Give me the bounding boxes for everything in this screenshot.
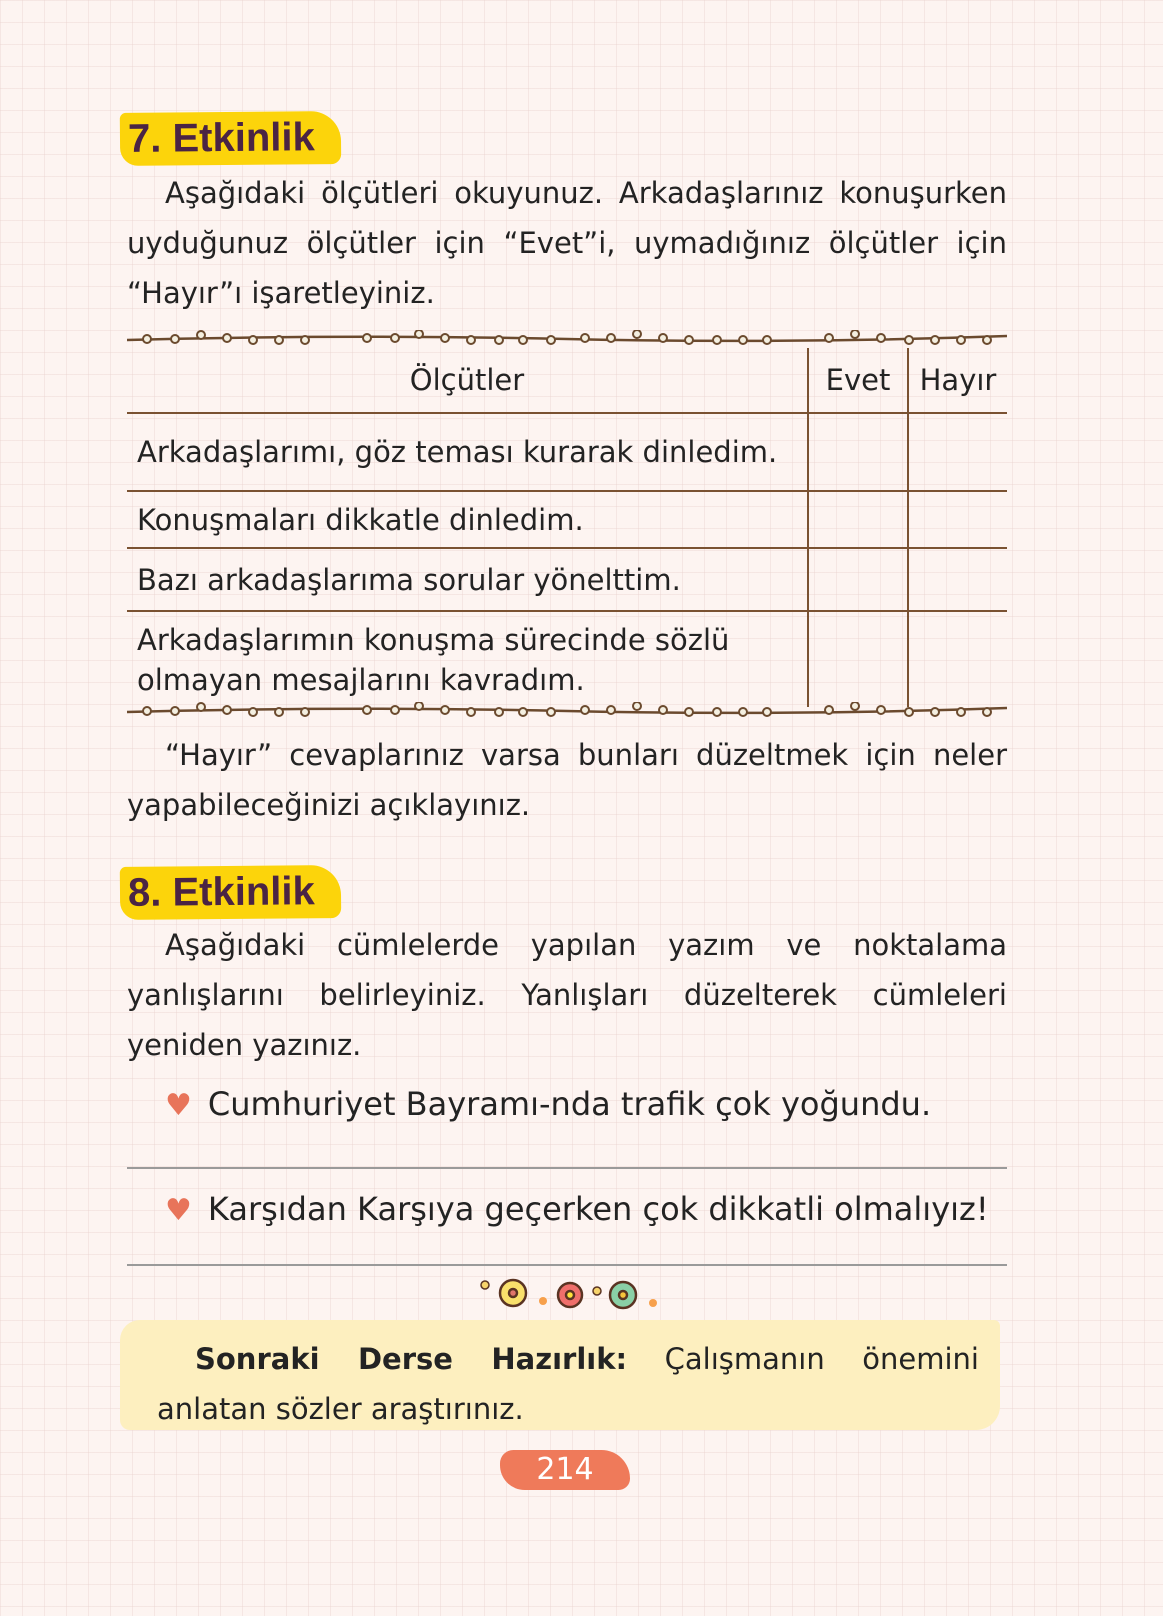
sentence-item xyxy=(165,1085,931,1123)
activity-7-heading: 7. Etkinlik xyxy=(120,111,341,166)
table-header-row xyxy=(127,348,1007,413)
no-checkbox-cell[interactable] xyxy=(908,413,1007,491)
note-text: Çalışmanın önemini anlatan sözler araştırınız. xyxy=(157,1342,979,1426)
heart-icon: ♥ xyxy=(165,1088,192,1123)
table-row xyxy=(127,413,1007,491)
yes-checkbox-cell[interactable] xyxy=(808,611,908,707)
yes-checkbox-cell[interactable] xyxy=(808,491,908,548)
yes-checkbox-cell[interactable] xyxy=(808,548,908,611)
criteria-text: Arkadaşlarımı, göz teması kurarak dinledim. xyxy=(127,413,808,491)
no-checkbox-cell[interactable] xyxy=(908,611,1007,707)
answer-line[interactable] xyxy=(127,1167,1007,1169)
activity-8-heading: 8. Etkinlik xyxy=(120,865,341,920)
activity-8-instruction: Aşağıdaki cümlelerde yapılan yazım ve noktalama yanlışlarını belirleyiniz. Yanlışları düzelterek cümleleri yeniden yazınız. xyxy=(127,928,1007,1062)
header-criteria: Ölçütler xyxy=(127,348,808,413)
header-yes: Evet xyxy=(808,348,908,413)
criteria-table xyxy=(127,348,1007,707)
activity-7-instruction: Aşağıdaki ölçütleri okuyunuz. Arkadaşlarınız konuşurken uyduğunuz ölçütler için “Evet”i, uymadığınız ölçütler için “Hayır”ı işaretleyiniz. xyxy=(127,176,1007,310)
table-row xyxy=(127,491,1007,548)
answer-line[interactable] xyxy=(127,1264,1007,1266)
table-row xyxy=(127,611,1007,707)
criteria-text: Bazı arkadaşlarıma sorular yönelttim. xyxy=(127,548,808,611)
note-label: Sonraki Derse Hazırlık: xyxy=(195,1342,628,1376)
page-number: 214 xyxy=(500,1450,630,1490)
no-checkbox-cell[interactable] xyxy=(908,491,1007,548)
header-no: Hayır xyxy=(908,348,1007,413)
criteria-text: Arkadaşlarımın konuşma sürecinde sözlü olmayan mesajlarını kavradım. xyxy=(137,622,730,697)
decorative-bead-line-top xyxy=(127,330,1007,346)
yes-checkbox-cell[interactable] xyxy=(808,413,908,491)
sentence-text: Cumhuriyet Bayramı-nda trafik çok yoğundu. xyxy=(207,1085,932,1123)
sentence-text: Karşıdan Karşıya geçerken çok dikkatli olmalıyız! xyxy=(207,1190,989,1228)
decorative-bead-line-bottom xyxy=(127,702,1007,718)
table-row xyxy=(127,548,1007,611)
activity-7-followup: “Hayır” cevaplarınız varsa bunları düzeltmek için neler yapabileceğinizi açıklayınız. xyxy=(127,738,1007,822)
heart-icon: ♥ xyxy=(165,1193,192,1228)
no-checkbox-cell[interactable] xyxy=(908,548,1007,611)
criteria-text: Konuşmaları dikkatle dinledim. xyxy=(127,491,808,548)
next-lesson-note xyxy=(157,1334,979,1434)
sentence-item xyxy=(165,1190,989,1228)
flowers-decoration-icon xyxy=(475,1275,665,1315)
